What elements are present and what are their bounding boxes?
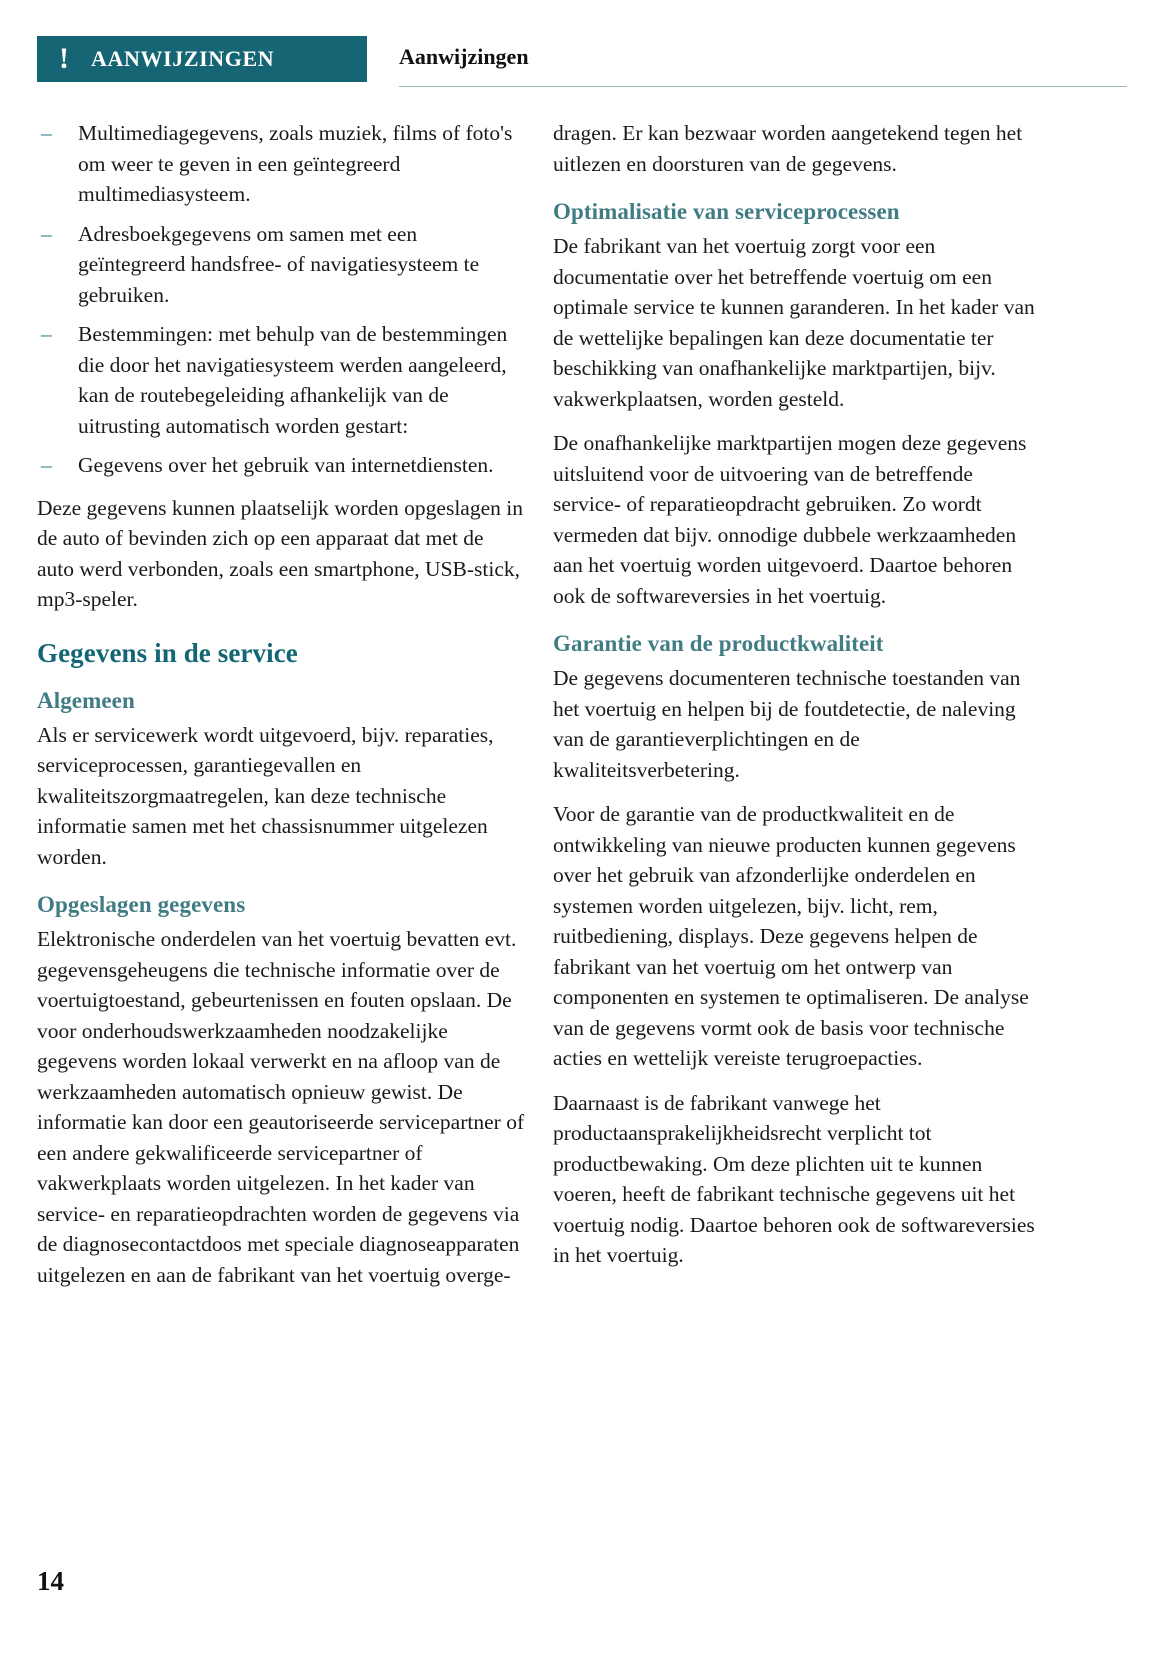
dash-marker-icon: – xyxy=(41,221,52,246)
paragraph-garantie-3: Daarnaast is de fabrikant vanwege het productaansprakelijkheidsrecht verplicht tot productbewaking. Om deze plichten uit te kunnen voeren, heeft de fabrikant technische gegevens uit het voertuig nodig. Daartoe behoren ook de softwareversies in het voertuig. xyxy=(553,1090,1035,1267)
list-item-text: Multimediagegevens, zoals muziek, films of foto's om weer te geven in een geïntegreerd multimediasysteem. xyxy=(78,121,513,206)
list-item-text: Gegevens over het gebruik van internetdiensten. xyxy=(78,453,494,477)
paragraph-continuation: dragen. Er kan bezwaar worden aangetekend tegen het uitlezen en doorsturen van de gegevens. xyxy=(553,121,1023,176)
dash-marker-icon: – xyxy=(41,453,52,477)
subheading-optimalisatie-serviceprocessen: Optimalisatie van serviceprocessen xyxy=(553,199,900,224)
paragraph-garantie-1: De gegevens documenteren technische toestanden van het voertuig en helpen bij de foutdetectie, de naleving van de garantieverplichtingen en de kwaliteitsverbetering. xyxy=(553,666,1021,782)
exclamation-icon: ! xyxy=(59,42,69,75)
chapter-title: Aanwijzingen xyxy=(399,44,529,69)
section-heading-service-data: Gegevens in de service xyxy=(37,637,298,668)
paragraph-storage-location: Deze gegevens kunnen plaatselijk worden opgeslagen in de auto of bevinden zich op een apparaat dat met de auto werd verbonden, zoals een smartphone, USB-stick, mp3-speler. xyxy=(37,495,523,611)
chapter-banner-label: AANWIJZINGEN xyxy=(91,46,275,71)
dash-marker-icon: – xyxy=(41,121,52,145)
page-number: 14 xyxy=(37,1566,64,1596)
paragraph-algemeen: Als er servicewerk wordt uitgevoerd, bijv. reparaties, serviceprocessen, garantiegevallen en kwaliteitszorgmaatregelen, kan deze technische informatie samen met het chassisnummer uitgelezen worden. xyxy=(37,722,494,869)
subheading-garantie-productkwaliteit: Garantie van de productkwaliteit xyxy=(553,631,884,656)
list-item xyxy=(37,450,525,481)
list-item xyxy=(37,219,525,311)
dash-marker-icon: – xyxy=(41,322,52,346)
subheading-algemeen: Algemeen xyxy=(37,687,135,713)
data-types-list xyxy=(37,118,525,481)
paragraph-optimalisatie-2: De onafhankelijke marktpartijen mogen deze gegevens uitsluitend voor de uitvoering van de betreffende service- of reparatieopdracht gebruiken. Zo wordt vermeden dat bijv. onnodige dubbele werkzaamheden aan het voertuig worden uitgevoerd. Daartoe behoren ook de softwareversies in het voertuig. xyxy=(553,431,1027,608)
list-item xyxy=(37,118,525,210)
subheading-opgeslagen-gegevens: Opgeslagen gegevens xyxy=(37,892,246,917)
left-column xyxy=(37,118,525,1290)
page-header xyxy=(37,36,1127,90)
chapter-banner xyxy=(37,36,367,82)
header-divider xyxy=(399,86,1127,87)
list-item-text: Adresboekgegevens om samen met een geïntegreerd handsfree- of navigatiesysteem te gebruiken. xyxy=(78,221,480,307)
right-column xyxy=(553,118,1041,1271)
list-item-text: Bestemmingen: met behulp van de bestemmingen die door het navigatiesysteem werden aangeleerd, kan de routebegeleiding afhankelijk van de uitrusting automatisch worden gestart: xyxy=(78,322,508,438)
paragraph-opgeslagen-gegevens: Elektronische onderdelen van het voertuig bevatten evt. gegevensgeheugens die technische informatie over de voertuigtoestand, gebeurtenissen en fouten opslaan. De voor onderhoudswerkzaamheden noodzakelijke gegevens worden lokaal verwerkt en na afloop van de werkzaamheden automatisch opnieuw gewist. De informatie kan door een geautoriseerde servicepartner of een andere gekwalificeerde servicepartner of vakwerkplaats worden uitgelezen. In het kader van service- en reparatieopdrachten worden de gegevens via de diagnosecontactdoos met speciale diagnoseapparaten uitgelezen en aan de fabrikant van het voertuig overge- xyxy=(37,927,525,1287)
paragraph-optimalisatie-1: De fabrikant van het voertuig zorgt voor een documentatie over het betreffende voertuig om een optimale service te kunnen garanderen. In het kader van de wettelijke bepalingen kan deze documentatie ter beschikking van onafhankelijke marktpartijen, bijv. vakwerkplaatsen, worden gesteld. xyxy=(553,234,1035,411)
paragraph-garantie-2: Voor de garantie van de productkwaliteit en de ontwikkeling van nieuwe producten kunnen gegevens over het gebruik van afzonderlijke onderdelen en systemen worden uitgelezen, bijv. licht, rem, ruitbediening, displays. Deze gegevens helpen de fabrikant van het voertuig om het ontwerp van componenten en systemen te optimaliseren. De analyse van de gegevens vormt ook de basis voor technische acties en wettelijk vereiste terugroepacties. xyxy=(553,802,1029,1070)
list-item xyxy=(37,319,525,441)
